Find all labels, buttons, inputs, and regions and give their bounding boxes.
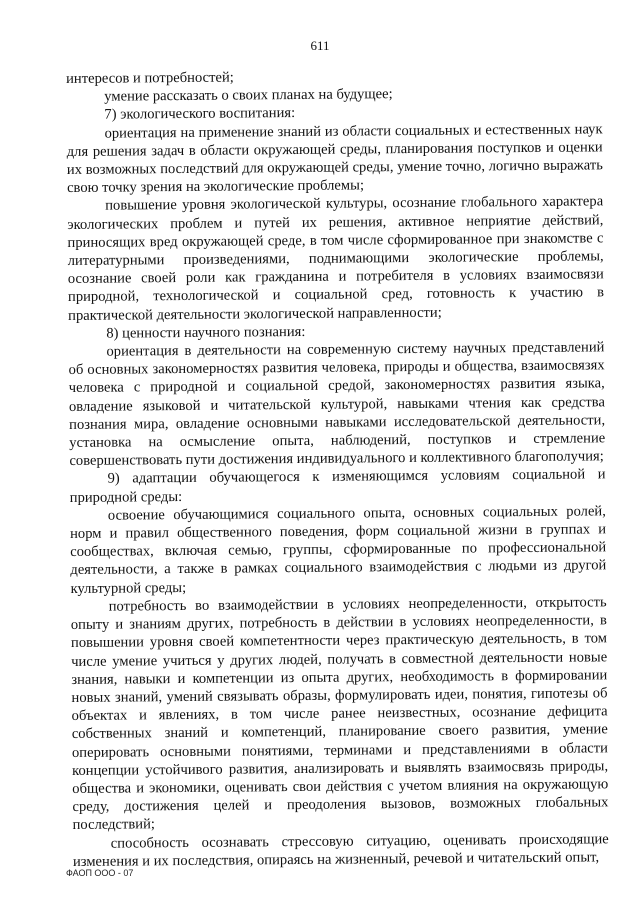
page-number: 611 bbox=[310, 38, 330, 53]
paragraph: повышение уровня экологической культуры, осознание глобального характера экологических проблем и путей их решения, активное неприятие действий, приносящих вред окружающей среде, в том числе сформированное при знакомстве с литературными произведениями, поднимающими экологические проблемы, осознание своей роли как гражданина и потребителя в условиях взаимосвязи природной, технологической и социальной сред, готовность к участию в практической деятельности экологической направленности; bbox=[67, 193, 605, 324]
footer-code: ФАОП ООО - 07 bbox=[66, 868, 134, 878]
paragraph: ориентация в деятельности на современную систему научных представлений об основных закономерностях развития человека, природы и общества, взаимосвязях человека с природной и социальной средой, закономерностях развития языка, овладение языковой и читательской культурой, навыками чтения как средства познания мира, овладение основными навыками исследовательской деятельности, установка на осмысление опыта, наблюдений, поступков и стремление совершенствовать пути достижения индивидуального и коллективного благополучия; bbox=[68, 339, 606, 470]
paragraph: ориентация на применение знаний из области социальных и естественных наук для решения задач в области окружающей среды, планирования поступков и оценки их возможных последствий для окружающей среды, умение точно, логично выражать свою точку зрения на экологические проблемы; bbox=[66, 120, 603, 197]
paragraph: интересов и потребностей; bbox=[66, 69, 234, 87]
section-heading: 9) адаптации обучающегося к изменяющимся условиям социальной и природной среды: bbox=[69, 466, 606, 506]
document-body bbox=[66, 65, 609, 871]
section-heading: 8) ценности научного познания: bbox=[106, 323, 306, 342]
paragraph: умение рассказать о своих планах на будущее; bbox=[104, 86, 393, 105]
paragraph: способность осознавать стрессовую ситуацию, оценивать происходящие изменения и их последствия, опираясь на жизненный, речевой и читательский опыт, bbox=[72, 830, 609, 870]
paragraph: потребность во взаимодействии в условиях неопределенности, открытость опыту и знаниям других, потребность в действии в условиях неопределенности, в повышении уровня своей компетентности через практическую деятельность, в том числе умение учиться у других людей, получать в совместной деятельности новые знания, навыки и компетенции из опыта других, необходимость в формировании новых знаний, умений связывать образы, формулировать идеи, понятия, гипотезы об объектах и явлениях, в том числе ранее неизвестных, осознание дефицита собственных знаний и компетенций, планирование своего развития, умение оперировать основными понятиями, терминами и представлениями в области концепции устойчивого развития, анализировать и выявлять взаимосвязь природы, общества и экономики, оценивать свои действия с учетом влияния на окружающую среду, достижения целей и преодоления вызовов, возможных глобальных последствий; bbox=[70, 594, 609, 834]
section-heading: 7) экологического воспитания: bbox=[104, 105, 296, 124]
paragraph: освоение обучающимися социального опыта, основных социальных ролей, норм и правил общественного поведения, форм социальной жизни в группах и сообществах, включая семью, группы, сформированные по профессиональной деятельности, а также в рамках социального взаимодействия с людьми из другой культурной среды; bbox=[69, 503, 607, 597]
